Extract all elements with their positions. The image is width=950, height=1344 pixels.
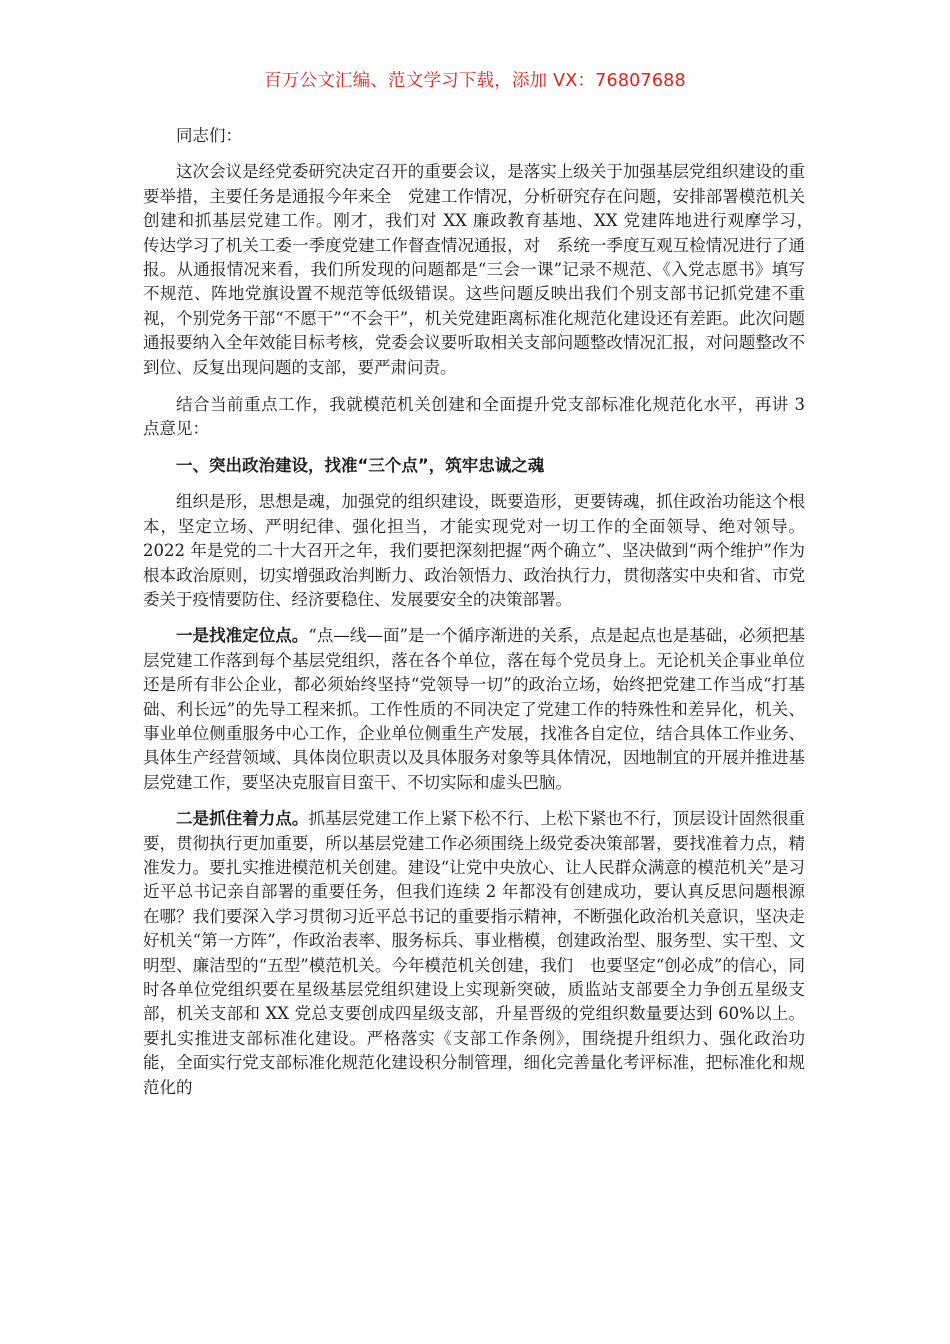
paragraph-section-1-intro: 组织是形，思想是魂，加强党的组织建设，既要造形，更要铸魂，抓住政治功能这个根本，坚定立场、严明纪律、强化担当，才能实现党对一切工作的全面领导、绝对领导。2022 年是党的二十大召开之年，我们要把深刻把握“两个确立”、坚决做到“两个维护”作为根本政治原则，切实增强政治判断力、政治领悟力、政治执行力，贯彻落实中央和省、市党委关于疫情要防住、经济要稳住、发展要安全的决策部署。	[143, 492, 805, 609]
paragraph-point-1	[143, 624, 805, 795]
point-2-text: 抓基层党建工作上紧下松不行、上松下紧也不行，顶层设计固然很重要，贯彻执行更加重要，所以基层党建工作必须围绕上级党委决策部署，要找准着力点，精准发力。要扎实推进模范机关创建。建设“让党中央放心、让人民群众满意的模范机关”是习近平总书记亲自部署的重要任务，但我们连续 2 年都没有创建成功，要认真反思问题根源在哪？我们要深入学习贯彻习近平总书记的重要指示精神，不断强化政治机关意识，坚决走好机关“第一方阵”，作政治表率、服务标兵、事业楷模，创建政治型、服务型、实干型、文明型、廉洁型的“五型”模范机关。今年模范机关创建，我们 也要坚定“创必成”的信心，同时各单位党组织要在星级基层党组织建设上实现新突破，质监站支部要全力争创五星级支部，机关支部和 XX 党总支要创成四星级支部，升星晋级的党组织数量要达到 60%以上。要扎实推进支部标准化建设。严格落实《支部工作条例》，围绕提升组织力、强化政治功能，全面实行党支部标准化规范化建设积分制管理，细化完善量化考评标准，把标准化和规范化的	[143, 809, 806, 1097]
header-advertisement: 百万公文汇编、范文学习下载，添加 VX：76807688	[264, 71, 686, 91]
point-1-lead: 一是找准定位点。	[176, 626, 309, 646]
paragraph-point-2	[143, 807, 805, 1100]
point-1-text: “点—线—面”是一个循序渐进的关系，点是起点也是基础，必须把基层党建工作落到每个基层党组织，落在各个单位，落在每个党员身上。无论机关企事业单位还是所有非公企业，都必须始终坚持“党领导一切”的政治立场，始终把党建工作当成“打基础、利长远”的先导工程来抓。工作性质的不同决定了党建工作的特殊性和差异化，机关、事业单位侧重服务中心工作，企业单位侧重生产发展，找准各自定位，结合具体工作业务、具体生产经营领域、具体岗位职责以及具体服务对象等具体情况，因地制宜的开展并推进基层党建工作，要坚决克服盲目蛮干、不切实际和虚头巴脑。	[143, 626, 805, 792]
paragraph-intro: 这次会议是经党委研究决定召开的重要会议，是落实上级关于加强基层党组织建设的重要举措，主要任务是通报今年来全 党建工作情况，分析研究存在问题，安排部署模范机关创建和抓基层党建工作。刚才，我们对 XX 廉政教育基地、XX 党建阵地进行观摩学习， 传达学习了机关工委一季度党建工作督查情况通报，对 系统一季度互观互检情况进行了通报。从通报情况来看，我们所发现的问题都是“三会一课”记录不规范、《入党志愿书》填写不规范、阵地党旗设置不规范等低级错误。这些问题反映出我们个别支部书记抓党建不重视，个别党务干部“不愿干”“不会干”，机关党建距离标准化规范化建设还有差距。此次问题通报要纳入全年效能目标考核，党委会议要听取相关支部问题整改情况汇报，对问题整改不到位、反复出现问题的支部，要严肃问责。	[143, 162, 822, 377]
section-heading-1: 一、突出政治建设，找准“三个点”，筑牢忠诚之魂	[176, 455, 545, 475]
point-2-lead: 二是抓住着力点。	[176, 809, 309, 829]
document-body	[143, 124, 822, 1100]
paragraph-transition: 结合当前重点工作，我就模范机关创建和全面提升党支部标准化规范化水平，再讲 3 点意见：	[143, 395, 805, 439]
salutation: 同志们：	[176, 126, 242, 145]
